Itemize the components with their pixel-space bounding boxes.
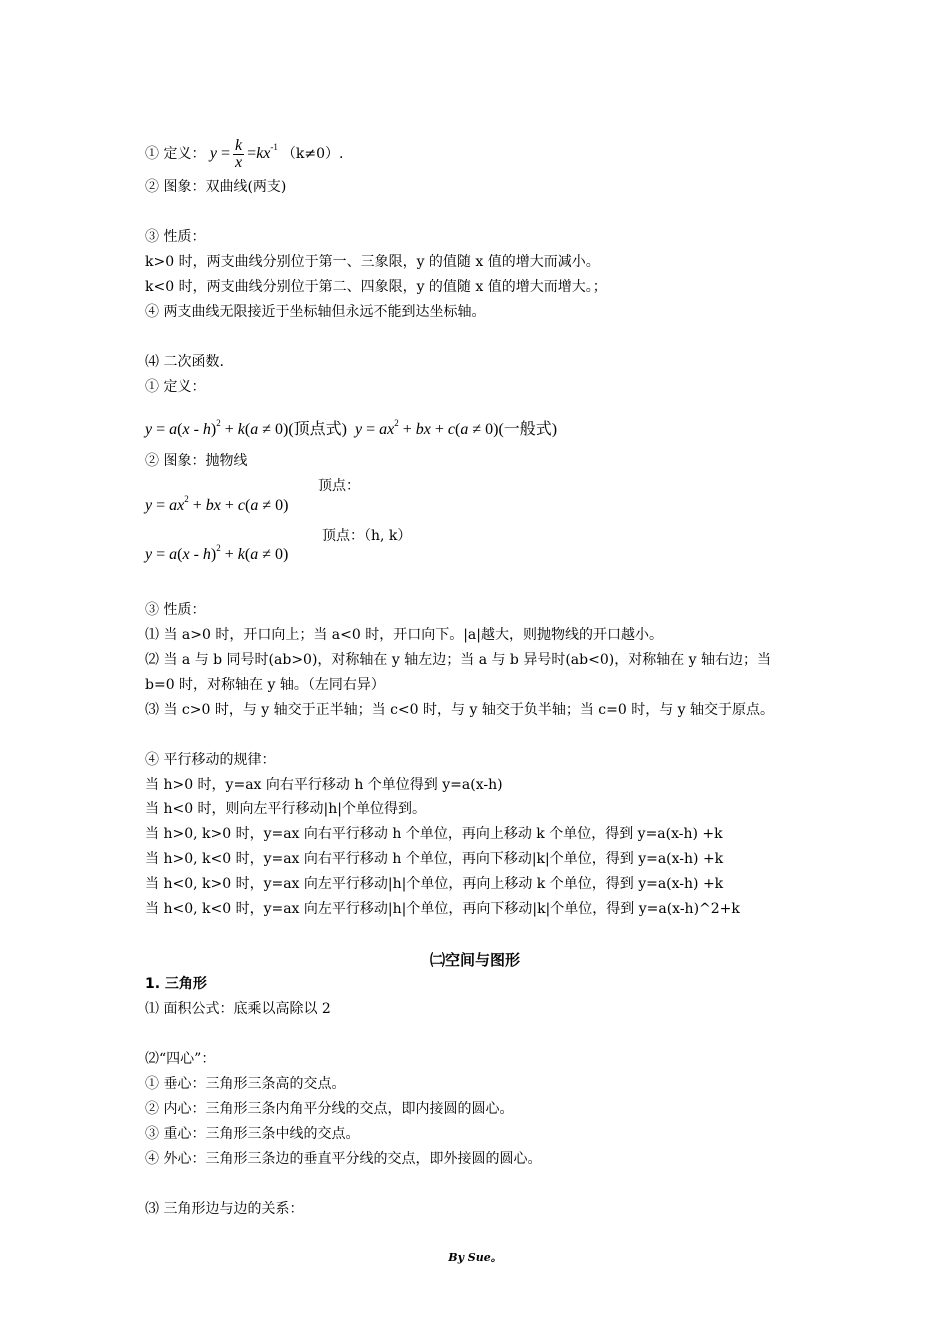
quadratic-title: ⑷ 二次函数. (145, 354, 224, 370)
shift-rule-4: 当 h>0, k<0 时，y=ax 向右平行移动 h 个单位，再向下移动|k|个单位，得到 y=a(x-h) +k (145, 851, 724, 867)
general-form-note: (一般式) (498, 421, 558, 438)
definition-condition: （k≠0）. (281, 146, 344, 162)
quadratic-definition-label: ① 定义： (145, 379, 206, 395)
inverse-formula: y = $\frac{k}{x}$ $=kx^{-1}$ (209, 136, 278, 171)
centroid-item: ③ 重心：三角形三条中线的交点。 (145, 1126, 360, 1142)
definition-label: ① 定义： (145, 146, 206, 162)
inverse-property-asymptote: ④ 两支曲线无限接近于坐标轴但永远不能到达坐标轴。 (145, 304, 486, 320)
inverse-property-k-positive: k>0 时，两支曲线分别位于第一、三象限，y 的值随 x 值的增大而减小。 (145, 254, 600, 270)
vertex-label-hk: 顶点：（h, k） (322, 528, 412, 544)
vertex-label-general: 顶点： (318, 478, 360, 494)
triangle-area-formula: ⑴ 面积公式：底乘以高除以 2 (145, 1001, 331, 1017)
section-heading: ㈡空间与图形 (429, 951, 520, 969)
triangle-heading: 1. 三角形 (145, 976, 207, 992)
inverse-property-label: ③ 性质： (145, 229, 206, 245)
inverse-graph: ② 图象：双曲线(两支) (145, 179, 287, 195)
inverse-definition (145, 136, 343, 171)
inverse-property-k-negative: k<0 时，两支曲线分别位于第二、四象限，y 的值随 x 值的增大而增大。； (145, 279, 607, 295)
page-footer: By Sue。 (448, 1251, 502, 1264)
triangle-sides-relation: ⑶ 三角形边与边的关系： (145, 1201, 304, 1217)
quadratic-vertex-formula: y = a(x - h)$^2$ + k(a ≠ 0) (145, 543, 289, 563)
incenter-item: ② 内心：三角形三条内角平分线的交点，即内接圆的圆心。 (145, 1101, 514, 1117)
quadratic-property-2a: ⑵ 当 a 与 b 同号时(ab>0)，对称轴在 y 轴左边；当 a 与 b 异号时(ab<0)，对称轴在 y 轴右边；当 (145, 652, 772, 668)
vertex-form-note: (顶点式) (288, 421, 347, 438)
shift-rule-label: ④ 平行移动的规律： (145, 752, 276, 768)
shift-rule-2: 当 h<0 时，则向左平行移动|h|个单位得到。 (145, 801, 427, 817)
shift-rule-3: 当 h>0, k>0 时，y=ax 向右平行移动 h 个单位，再向上移动 k 个单位，得到 y=a(x-h) +k (145, 826, 723, 842)
circumcenter-item: ④ 外心：三角形三条边的垂直平分线的交点，即外接圆的圆心。 (145, 1151, 542, 1167)
orthocenter-item: ① 垂心：三角形三条高的交点。 (145, 1076, 346, 1092)
shift-rule-6: 当 h<0, k<0 时，y=ax 向左平行移动|h|个单位，再向下移动|k|个单位，得到 y=a(x-h)^2+k (145, 901, 740, 917)
four-centers-label: ⑵“四心”： (145, 1051, 216, 1067)
quadratic-graph-label: ② 图象：抛物线 (145, 453, 248, 469)
quadratic-property-1: ⑴ 当 a>0 时，开口向上；当 a<0 时，开口向下。|a|越大，则抛物线的开口越小。 (145, 627, 663, 643)
quadratic-definition-formulas: y = a(x - h)$^2$ + k(a ≠ 0)(顶点式) $y = ax^2$ + bx + c(a ≠ 0)(一般式) (145, 418, 558, 438)
quadratic-property-label: ③ 性质： (145, 602, 206, 618)
shift-rule-5: 当 h<0, k>0 时，y=ax 向左平行移动|h|个单位，再向上移动 k 个单位，得到 y=a(x-h) +k (145, 876, 724, 892)
quadratic-property-3: ⑶ 当 c>0 时，与 y 轴交于正半轴；当 c<0 时，与 y 轴交于负半轴；当 c=0 时，与 y 轴交于原点。 (145, 702, 775, 718)
quadratic-general-formula: $y = ax^2$ + bx + c(a ≠ 0) (145, 494, 289, 514)
quadratic-property-2b: b=0 时，对称轴在 y 轴。（左同右异） (145, 677, 385, 693)
fraction-k-over-x: $\frac{k}{x}$ (235, 136, 243, 171)
shift-rule-1: 当 h>0 时，y=ax 向右平行移动 h 个单位得到 y=a(x-h) (145, 777, 503, 793)
